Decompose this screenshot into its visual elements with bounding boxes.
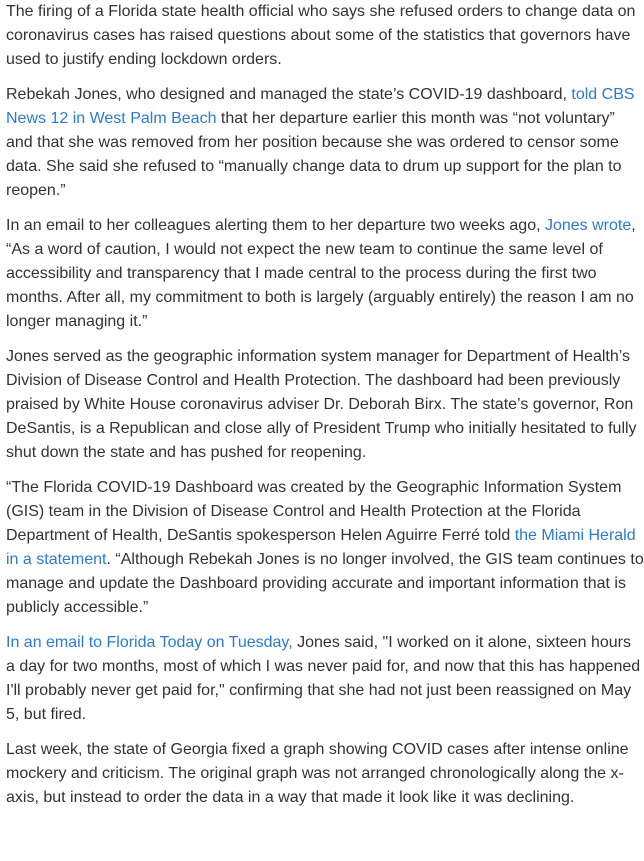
paragraph-text: . “Although Rebekah Jones is no longer involved, the GIS team continues to manage and update the Dashboard providing accurate and important information that is publicly accessible.”	[6, 551, 644, 616]
link-cbs-news-12[interactable]: told CBS News 12 in West Palm Beach	[6, 86, 635, 127]
paragraph-firing-intro	[6, 0, 644, 72]
paragraph-gis-manager	[6, 345, 644, 465]
paragraph-text: that her departure earlier this month was “not voluntary” and that she was removed from her position because she was ordered to censor some data. She said she refused to “manually change data to drum up support for the plan to reopen.”	[6, 110, 622, 199]
paragraph-email-colleagues	[6, 214, 644, 334]
paragraph-text: Last week, the state of Georgia fixed a graph showing COVID cases after intense online mockery and criticism. The original graph was not arranged chronologically along the x-axis, but instead to order the data in a way that made it look like it was declining.	[6, 741, 629, 806]
link-miami-herald[interactable]: the Miami Herald in a statement	[6, 527, 636, 568]
paragraph-text: “The Florida COVID-19 Dashboard was created by the Geographic Information System (GIS) team in the Division of Disease Control and Health Protection at the Florida Department of Health, DeSantis spokesperson Helen Aguirre Ferré told	[6, 479, 622, 544]
paragraph-text: Jones said, "I worked on it alone, sixteen hours a day for two months, most of which I was never paid for, and now that this has happened I'll probably never get paid for," confirming that she had not just been reassigned on May 5, but fired.	[6, 634, 641, 723]
paragraph-text: Jones served as the geographic information system manager for Department of Health’s Division of Disease Control and Health Protection. The dashboard had been previously praised by White House coronavirus adviser Dr. Deborah Birx. The state’s governor, Ron DeSantis, is a Republican and close ally of President Trump who initially hesitated to fully shut down the state and has pushed for reopening.	[6, 348, 637, 461]
paragraph-georgia-graph	[6, 738, 644, 810]
paragraph-florida-today	[6, 631, 644, 727]
paragraph-text: In an email to her colleagues alerting them to her departure two weeks ago,	[6, 217, 545, 234]
paragraph-text: The firing of a Florida state health official who says she refused orders to change data on coronavirus cases has raised questions about some of the statistics that governors have used to justify ending lockdown orders.	[6, 3, 636, 68]
paragraph-text: , “As a word of caution, I would not expect the new team to continue the same level of accessibility and transparency that I made central to the process during the first two months. After all, my commitment to both is largely (arguably entirely) the reason I am no longer managing it.”	[6, 217, 636, 330]
paragraph-text: Rebekah Jones, who designed and managed the state’s COVID-19 dashboard,	[6, 86, 572, 103]
link-jones-wrote[interactable]: Jones wrote	[544, 217, 632, 234]
paragraph-rebekah-jones	[6, 83, 644, 203]
paragraph-dashboard-statement	[6, 476, 644, 620]
link-florida-today[interactable]: In an email to Florida Today on Tuesday,	[6, 634, 293, 651]
